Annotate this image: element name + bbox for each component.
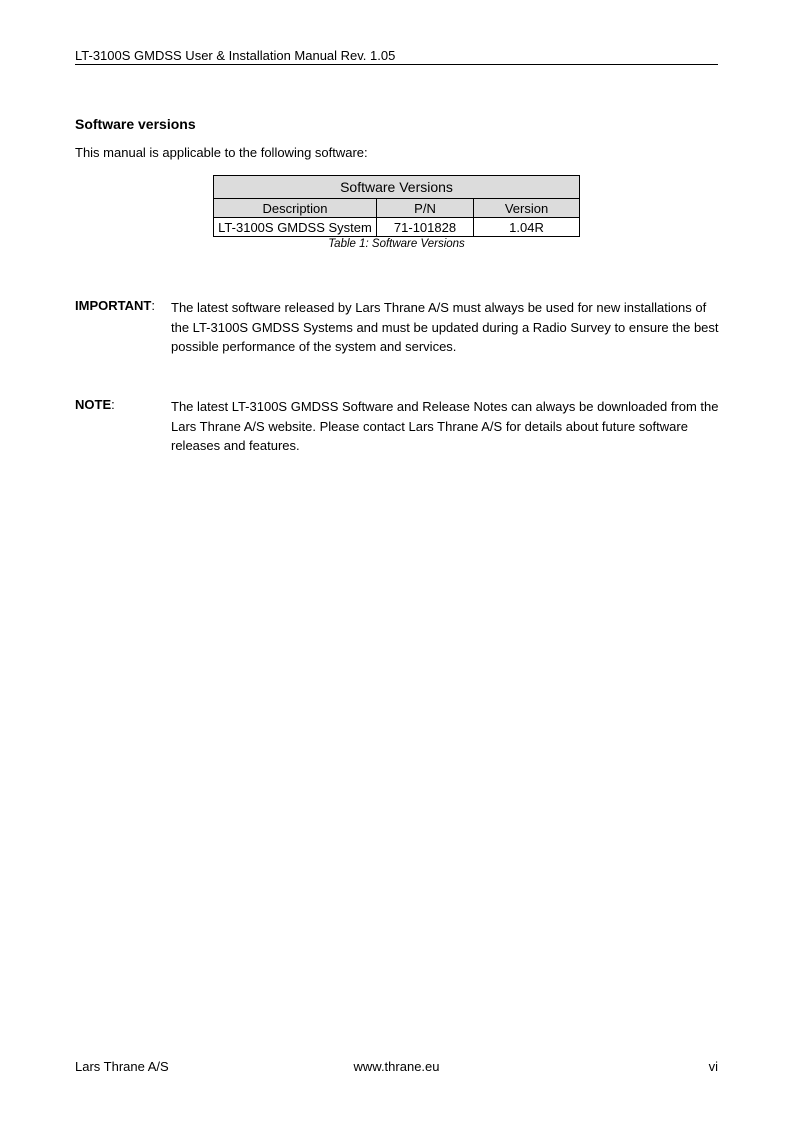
important-label-text: IMPORTANT bbox=[75, 298, 152, 313]
note-colon: : bbox=[111, 397, 115, 412]
important-label bbox=[75, 298, 155, 313]
cell-pn: 71-101828 bbox=[377, 218, 474, 237]
important-text: The latest software released by Lars Thrane A/S must always be used for new installations of the LT-3100S GMDSS Systems and must be updated during a Radio Survey to ensure the best possible performance of the system and services. bbox=[171, 300, 719, 355]
table-row bbox=[214, 218, 580, 237]
footer-website: www.thrane.eu bbox=[353, 1059, 440, 1074]
footer-page-number: vi bbox=[708, 1059, 718, 1074]
footer-company: Lars Thrane A/S bbox=[75, 1059, 169, 1074]
running-header: LT-3100S GMDSS User & Installation Manual Rev. 1.05 bbox=[75, 48, 718, 65]
table-title-row bbox=[214, 176, 580, 199]
column-header-description: Description bbox=[214, 199, 377, 218]
table-title: Software Versions bbox=[214, 176, 580, 199]
intro-text: This manual is applicable to the following software: bbox=[75, 145, 368, 160]
column-header-version: Version bbox=[474, 199, 580, 218]
section-title: Software versions bbox=[75, 116, 196, 132]
column-header-pn: P/N bbox=[377, 199, 474, 218]
cell-version: 1.04R bbox=[474, 218, 580, 237]
note-label bbox=[75, 397, 115, 412]
note-label-text: NOTE bbox=[75, 397, 112, 412]
table-caption: Table 1: Software Versions bbox=[328, 238, 465, 250]
cell-description: LT-3100S GMDSS System bbox=[214, 218, 377, 237]
important-colon: : bbox=[151, 298, 155, 313]
note-text: The latest LT-3100S GMDSS Software and Release Notes can always be downloaded from the Lars Thrane A/S website. Please contact Lars Thrane A/S for details about future software releases and features. bbox=[171, 399, 719, 454]
table-header-row bbox=[214, 199, 580, 218]
software-versions-table bbox=[213, 175, 580, 237]
